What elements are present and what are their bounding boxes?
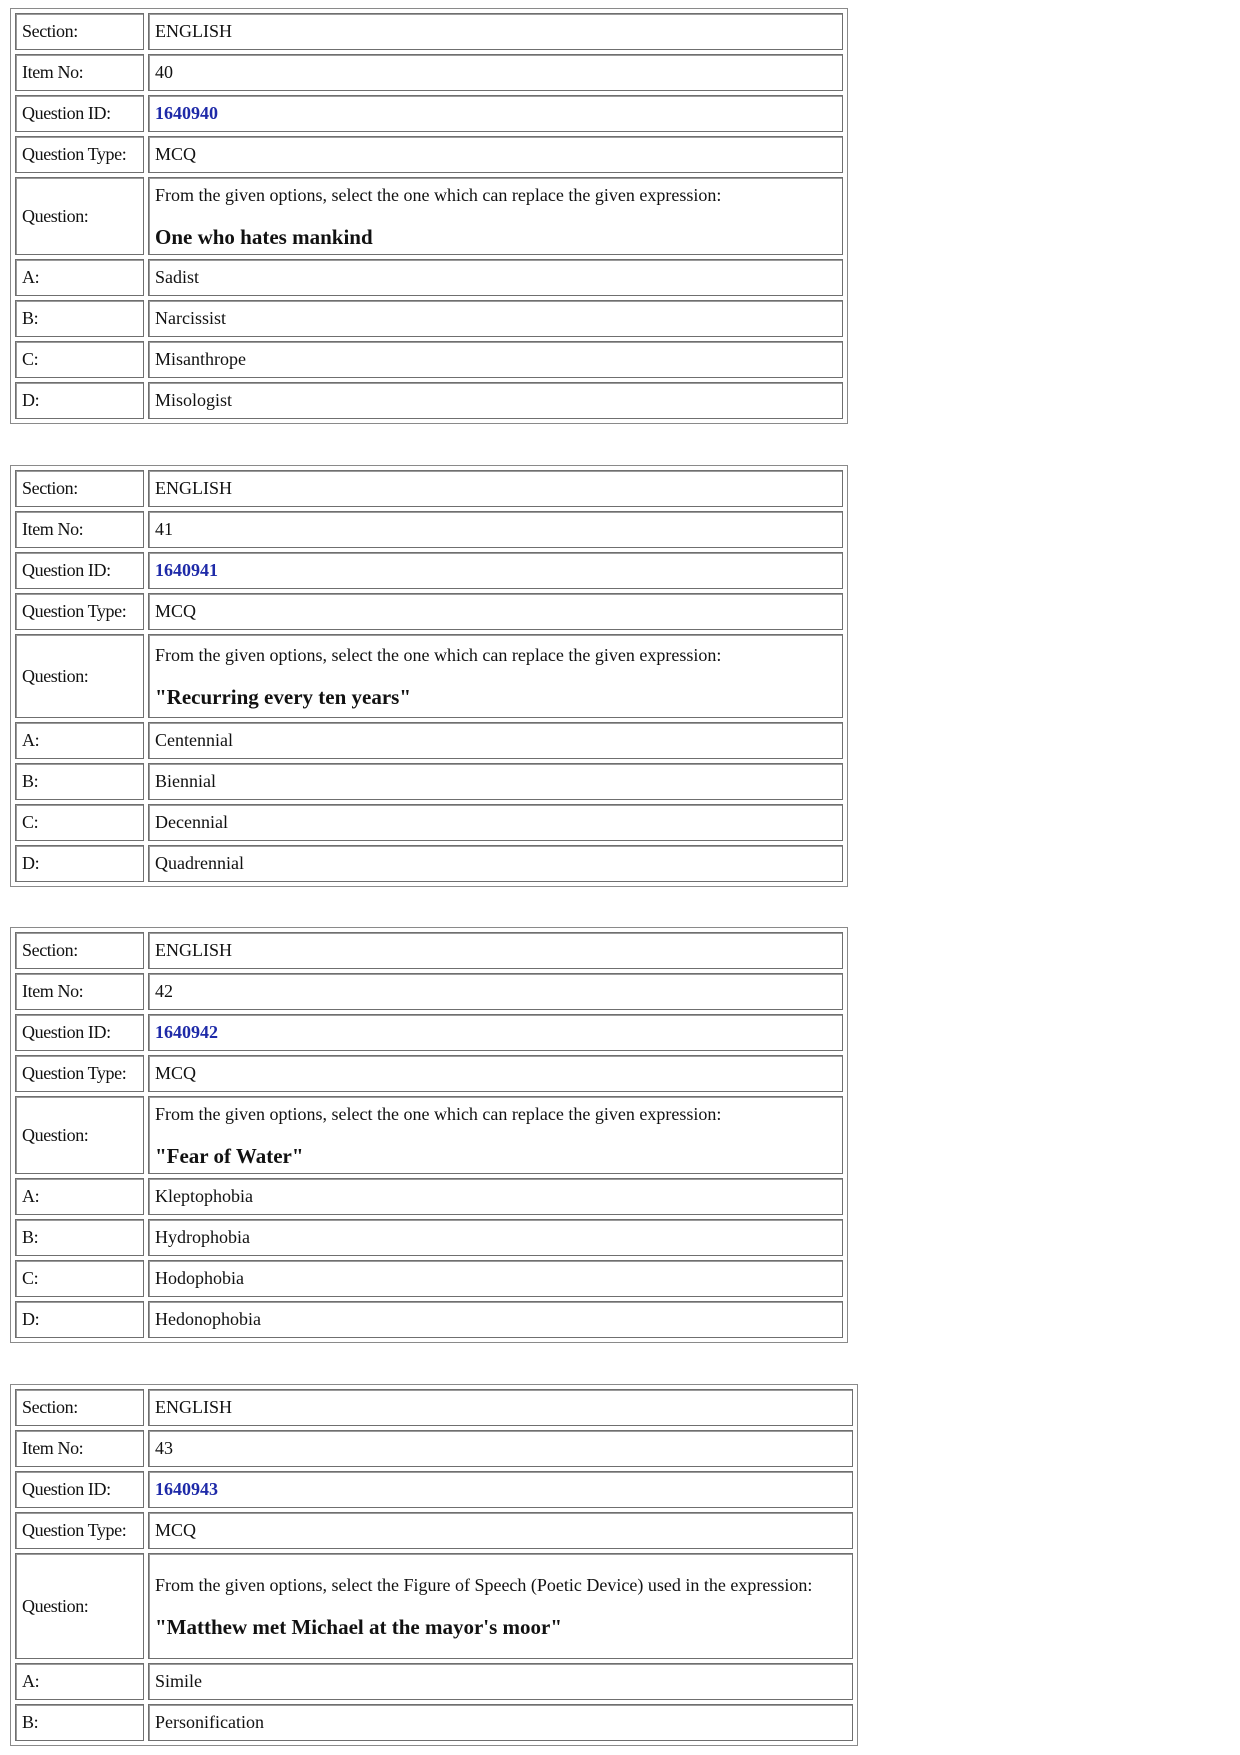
option-row (15, 259, 843, 296)
question-type-row (15, 593, 843, 630)
option-d-text: Misologist (148, 382, 843, 419)
option-c-text: Hodophobia (148, 1260, 843, 1297)
question-label: Question: (15, 1553, 144, 1659)
option-row (15, 1260, 843, 1297)
option-row (15, 1178, 843, 1215)
section-row (15, 1389, 853, 1426)
question-id-value: 1640942 (148, 1014, 843, 1051)
question-expression: "Recurring every ten years" (155, 685, 411, 709)
option-b-label: B: (15, 1704, 144, 1741)
option-a-label: A: (15, 1178, 144, 1215)
option-d-label: D: (15, 845, 144, 882)
section-label: Section: (15, 932, 144, 969)
question-id-row (15, 552, 843, 589)
option-row (15, 341, 843, 378)
option-c-label: C: (15, 1260, 144, 1297)
option-a-text: Centennial (148, 722, 843, 759)
question-type-row (15, 1055, 843, 1092)
option-a-label: A: (15, 259, 144, 296)
question-label: Question: (15, 634, 144, 718)
question-block (10, 1384, 858, 1746)
option-b-label: B: (15, 300, 144, 337)
option-c-text: Misanthrope (148, 341, 843, 378)
question-prompt: From the given options, select the one which can replace the given expression: (155, 185, 722, 205)
section-row (15, 13, 843, 50)
option-d-label: D: (15, 382, 144, 419)
item-no-label: Item No: (15, 511, 144, 548)
question-label: Question: (15, 177, 144, 255)
question-text (148, 634, 843, 718)
item-no-value: 42 (148, 973, 843, 1010)
section-value: ENGLISH (148, 932, 843, 969)
item-no-value: 41 (148, 511, 843, 548)
section-value: ENGLISH (148, 1389, 853, 1426)
option-c-label: C: (15, 341, 144, 378)
question-id-label: Question ID: (15, 552, 144, 589)
question-type-value: MCQ (148, 593, 843, 630)
question-id-row (15, 1014, 843, 1051)
option-b-label: B: (15, 763, 144, 800)
option-row (15, 1301, 843, 1338)
item-no-value: 43 (148, 1430, 853, 1467)
section-label: Section: (15, 1389, 144, 1426)
question-row (15, 1553, 853, 1659)
question-id-label: Question ID: (15, 1014, 144, 1051)
option-row (15, 382, 843, 419)
question-row (15, 634, 843, 718)
question-expression: One who hates mankind (155, 225, 373, 249)
option-row (15, 722, 843, 759)
option-a-label: A: (15, 1663, 144, 1700)
option-b-text: Narcissist (148, 300, 843, 337)
item-no-label: Item No: (15, 54, 144, 91)
question-type-value: MCQ (148, 1512, 853, 1549)
item-no-row (15, 511, 843, 548)
option-a-text: Simile (148, 1663, 853, 1700)
question-id-label: Question ID: (15, 1471, 144, 1508)
question-type-label: Question Type: (15, 1055, 144, 1092)
section-value: ENGLISH (148, 470, 843, 507)
option-b-text: Personification (148, 1704, 853, 1741)
item-no-row (15, 54, 843, 91)
option-a-text: Kleptophobia (148, 1178, 843, 1215)
section-value: ENGLISH (148, 13, 843, 50)
option-c-text: Decennial (148, 804, 843, 841)
option-row (15, 300, 843, 337)
item-no-row (15, 1430, 853, 1467)
option-b-text: Biennial (148, 763, 843, 800)
option-d-text: Hedonophobia (148, 1301, 843, 1338)
question-text (148, 1096, 843, 1174)
question-block (10, 8, 848, 424)
section-row (15, 470, 843, 507)
question-id-row (15, 1471, 853, 1508)
option-row (15, 845, 843, 882)
section-row (15, 932, 843, 969)
question-id-value: 1640941 (148, 552, 843, 589)
question-block (10, 927, 848, 1343)
option-d-label: D: (15, 1301, 144, 1338)
item-no-label: Item No: (15, 973, 144, 1010)
item-no-value: 40 (148, 54, 843, 91)
item-no-label: Item No: (15, 1430, 144, 1467)
question-expression: "Matthew met Michael at the mayor's moor" (155, 1615, 563, 1639)
question-type-row (15, 136, 843, 173)
option-a-text: Sadist (148, 259, 843, 296)
question-id-label: Question ID: (15, 95, 144, 132)
item-no-row (15, 973, 843, 1010)
question-type-row (15, 1512, 853, 1549)
section-label: Section: (15, 13, 144, 50)
question-type-value: MCQ (148, 136, 843, 173)
option-row (15, 763, 843, 800)
question-prompt: From the given options, select the one which can replace the given expression: (155, 645, 722, 665)
question-id-row (15, 95, 843, 132)
question-text (148, 1553, 853, 1659)
question-id-value: 1640940 (148, 95, 843, 132)
option-a-label: A: (15, 722, 144, 759)
question-block (10, 465, 848, 887)
option-c-label: C: (15, 804, 144, 841)
question-type-label: Question Type: (15, 136, 144, 173)
section-label: Section: (15, 470, 144, 507)
question-expression: "Fear of Water" (155, 1144, 304, 1168)
option-b-label: B: (15, 1219, 144, 1256)
option-row (15, 1704, 853, 1741)
option-row (15, 1663, 853, 1700)
question-text (148, 177, 843, 255)
question-prompt: From the given options, select the one which can replace the given expression: (155, 1104, 722, 1124)
question-type-label: Question Type: (15, 1512, 144, 1549)
question-type-value: MCQ (148, 1055, 843, 1092)
option-b-text: Hydrophobia (148, 1219, 843, 1256)
question-label: Question: (15, 1096, 144, 1174)
question-row (15, 1096, 843, 1174)
question-prompt: From the given options, select the Figure of Speech (Poetic Device) used in the expression: (155, 1575, 813, 1595)
question-row (15, 177, 843, 255)
option-d-text: Quadrennial (148, 845, 843, 882)
question-id-value: 1640943 (148, 1471, 853, 1508)
option-row (15, 804, 843, 841)
option-row (15, 1219, 843, 1256)
question-type-label: Question Type: (15, 593, 144, 630)
